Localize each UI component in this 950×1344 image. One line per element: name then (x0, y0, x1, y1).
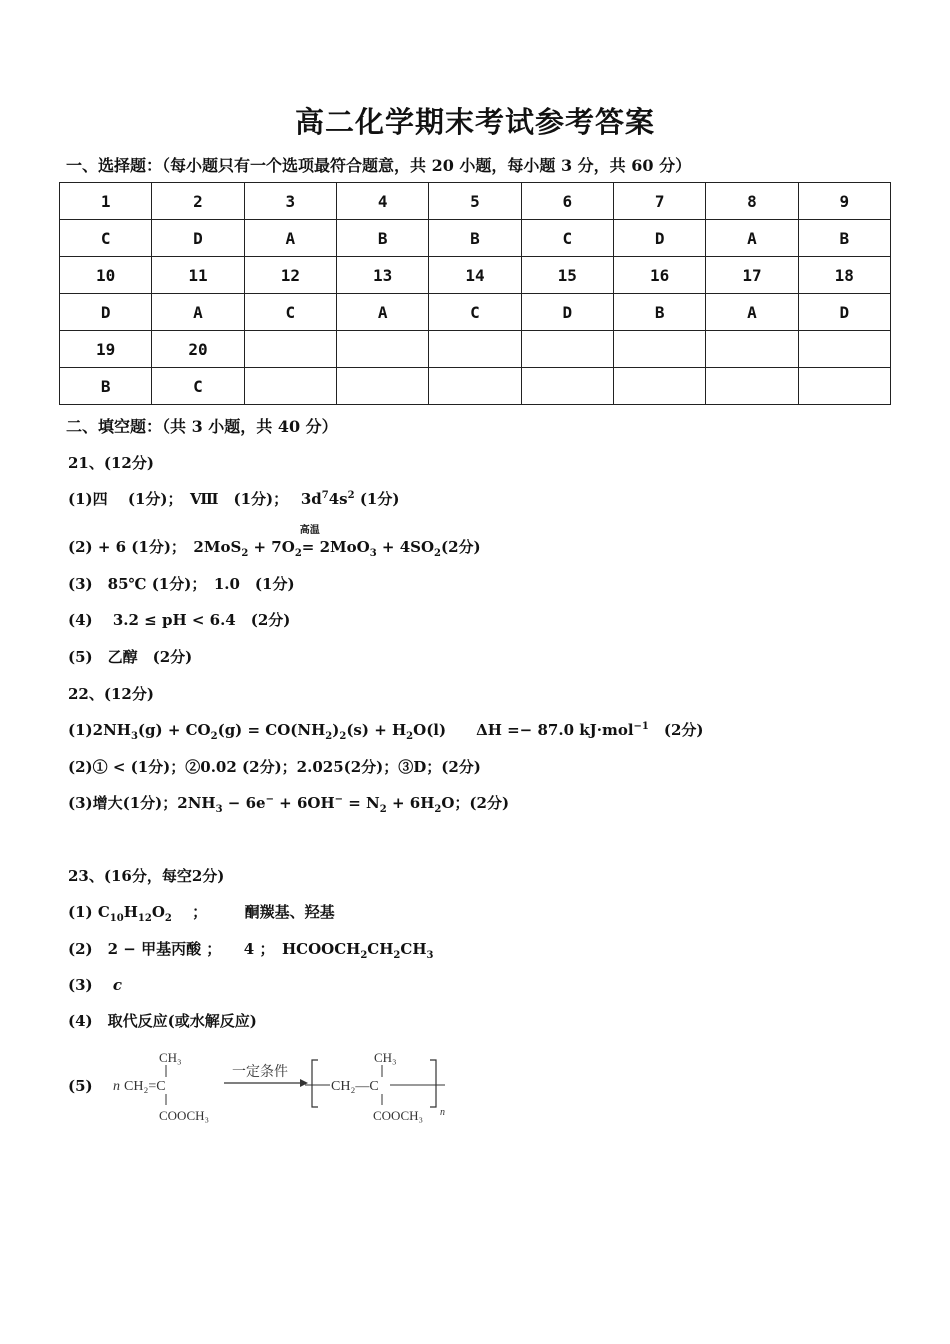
table-cell (244, 368, 336, 405)
q22-heading: 22、(12分) (68, 685, 154, 703)
table-cell: D (521, 294, 613, 331)
table-cell: 13 (336, 257, 428, 294)
table-row (60, 220, 891, 257)
table-cell (244, 331, 336, 368)
table-cell: 16 (613, 257, 705, 294)
table-cell: A (336, 294, 428, 331)
table-cell: 12 (244, 257, 336, 294)
q23-heading: 23、(16分，每空2分) (68, 867, 225, 885)
q21-part4: (4) 3.2 ≤ pH < 6.4 (2分) (68, 611, 291, 629)
table-cell: 19 (60, 331, 152, 368)
table-cell: A (706, 220, 798, 257)
table-cell: B (613, 294, 705, 331)
q22-part3: (3)增大(1分)；$2NH_3 - 6e^- + 6OH^- = N_2 + 6H_2O$；(2分) (68, 794, 510, 815)
table-cell (336, 331, 428, 368)
table-cell: D (60, 294, 152, 331)
table-cell (613, 368, 705, 405)
q23-part5-label: (5) (68, 1077, 93, 1095)
monomer-backbone: CH₂=C (124, 1079, 166, 1094)
answer-table (59, 182, 891, 405)
section-fill-heading: 二、填空题：（共 3 小题，共 40 分） (66, 417, 338, 436)
table-cell: C (521, 220, 613, 257)
table-row (60, 294, 891, 331)
table-cell: B (336, 220, 428, 257)
table-cell: 18 (798, 257, 890, 294)
table-cell: C (244, 294, 336, 331)
table-cell: 4 (336, 183, 428, 220)
section-choice-heading: 一、选择题：（每小题只有一个选项最符合题意，共 20 小题，每小题 3 分，共 60 分） (66, 156, 692, 175)
q22-part1: $(1)2NH_3(g) + CO_2(g) = CO(NH_2)_2(s) + H_2O(l)$ ΔH =− 87.0 kJ·mol$^{-1}$ (2分) (68, 721, 704, 742)
table-cell (798, 368, 890, 405)
table-row (60, 331, 891, 368)
table-cell: 3 (244, 183, 336, 220)
table-cell: 7 (613, 183, 705, 220)
table-cell: C (60, 220, 152, 257)
reaction-n: n (113, 1079, 120, 1094)
table-cell: 14 (429, 257, 521, 294)
table-row (60, 183, 891, 220)
table-cell (706, 368, 798, 405)
table-cell (429, 368, 521, 405)
polymer-backbone: CH₂—C (331, 1079, 379, 1094)
monomer-cooch3: COOCH₃ (159, 1108, 210, 1123)
polymer-cooch3: COOCH₃ (373, 1108, 424, 1123)
table-cell: C (152, 368, 244, 405)
q23-part3: (3) c (68, 976, 122, 994)
table-cell (706, 331, 798, 368)
table-cell (521, 368, 613, 405)
monomer-ch3: CH₃ (159, 1050, 182, 1065)
q21-part1: (1)四 (1分)； Ⅷ (1分)； $3d^74s^2$ (1分) (68, 490, 400, 508)
table-row (60, 257, 891, 294)
q21-heading: 21、(12分) (68, 454, 154, 472)
table-cell: 2 (152, 183, 244, 220)
q21-part3: (3) 85℃ (1分)； 1.0 (1分) (68, 575, 295, 593)
table-cell (798, 331, 890, 368)
page-title: 高二化学期末考试参考答案 (294, 105, 655, 139)
q21-part5: (5) 乙醇 (2分) (68, 648, 193, 666)
right-bracket (430, 1060, 436, 1107)
table-cell (336, 368, 428, 405)
table-cell: 10 (60, 257, 152, 294)
table-cell (521, 331, 613, 368)
table-cell: 8 (706, 183, 798, 220)
table-cell: C (429, 294, 521, 331)
table-cell (429, 331, 521, 368)
table-cell: 6 (521, 183, 613, 220)
table-cell: A (152, 294, 244, 331)
arrow-head (300, 1079, 308, 1087)
table-cell (613, 331, 705, 368)
table-cell: 5 (429, 183, 521, 220)
q21-part2: (2) + 6 (1分)； $2MoS_2 + 7O_2$ 高温 = $2MoO_3 + 4SO_2(2$分) (68, 525, 481, 559)
q23-part1: (1) $C_{10}H_{12}O_2$ ； 酮羰基、羟基 (68, 903, 335, 924)
left-bracket (312, 1060, 318, 1107)
table-cell: A (244, 220, 336, 257)
equation-condition: 高温 = (299, 525, 320, 556)
polymer-ch3: CH₃ (374, 1050, 397, 1065)
table-cell: D (152, 220, 244, 257)
table-cell: B (798, 220, 890, 257)
q23-part4: (4) 取代反应(或水解反应) (68, 1012, 257, 1030)
table-cell: B (60, 368, 152, 405)
table-cell: D (613, 220, 705, 257)
reaction-condition: 一定条件 (232, 1065, 288, 1080)
table-cell: 20 (152, 331, 244, 368)
q23-part2: (2) 2 − 甲基丙酸 ； 4 ； $HCOOCH_2CH_2CH_3$ (68, 940, 434, 961)
table-cell: A (706, 294, 798, 331)
table-cell: 11 (152, 257, 244, 294)
polymerization-reaction-diagram (60, 1045, 480, 1125)
table-cell: B (429, 220, 521, 257)
table-cell: 1 (60, 183, 152, 220)
q22-part2: (2)① < (1分)；②0.02 (2分)；2.025(2分)；③D；(2分) (68, 758, 481, 776)
table-cell: 9 (798, 183, 890, 220)
table-cell: D (798, 294, 890, 331)
table-cell: 15 (521, 257, 613, 294)
table-row (60, 368, 891, 405)
table-cell: 17 (706, 257, 798, 294)
polymer-n: n (440, 1107, 445, 1118)
